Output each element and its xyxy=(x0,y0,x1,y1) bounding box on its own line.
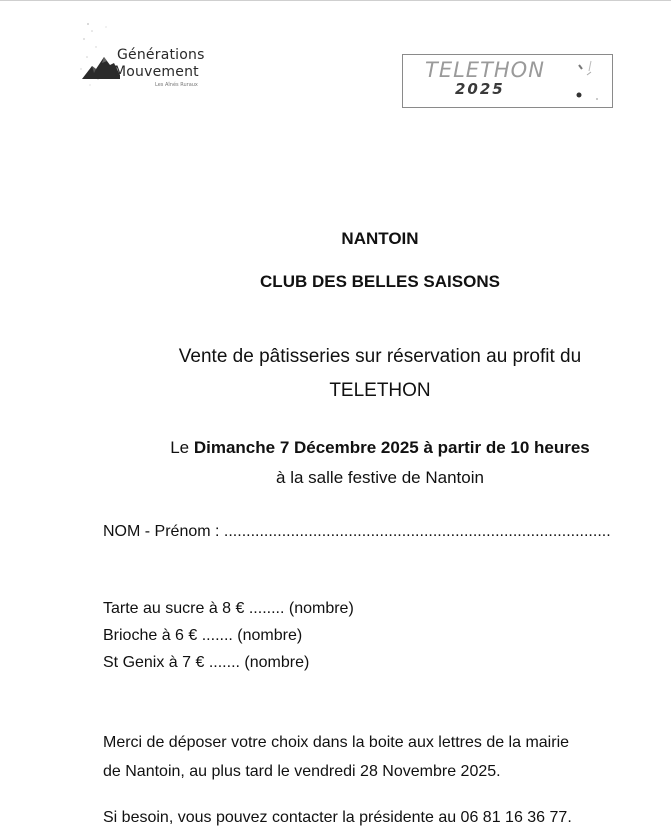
logo-text-line1: Générations xyxy=(117,47,205,63)
name-field-line: NOM - Prénom : ....................................................................................... xyxy=(103,523,611,540)
stamp-decoration-icon xyxy=(403,55,614,109)
order-item-brioche: Brioche à 6 € ....... (nombre) xyxy=(103,627,303,644)
order-item-st-genix: St Genix à 7 € ....... (nombre) xyxy=(103,654,310,671)
intro-line-2: TELETHON xyxy=(329,380,431,401)
contact-line: Si besoin, vous pouvez contacter la présidente au 06 81 16 36 77. xyxy=(103,809,572,826)
stamp-text: TELETHON xyxy=(425,58,545,82)
generations-mouvement-logo xyxy=(78,19,238,97)
event-date xyxy=(0,438,671,458)
stamp-year: 2025 xyxy=(455,80,505,98)
event-date-bold: Dimanche 7 Décembre 2025 à partir de 10 heures xyxy=(193,438,590,457)
intro-line-1: Vente de pâtisseries sur réservation au profit du xyxy=(178,346,582,367)
deposit-instruction-line-1: Merci de déposer votre choix dans la boite aux lettres de la mairie xyxy=(103,734,570,751)
club-title: CLUB DES BELLES SAISONS xyxy=(260,272,500,291)
logo-text-line2: Mouvement xyxy=(114,64,199,80)
telethon-stamp xyxy=(402,54,613,108)
event-place: à la salle festive de Nantoin xyxy=(276,468,484,487)
town-title: NANTOIN xyxy=(341,229,419,248)
order-item-tarte: Tarte au sucre à 8 € ........ (nombre) xyxy=(103,600,354,617)
event-date-prefix: Le xyxy=(170,438,194,457)
deposit-instruction-line-2: de Nantoin, au plus tard le vendredi 28 Novembre 2025. xyxy=(103,763,501,780)
logo-subtitle: Les Aînés Ruraux xyxy=(155,82,198,88)
